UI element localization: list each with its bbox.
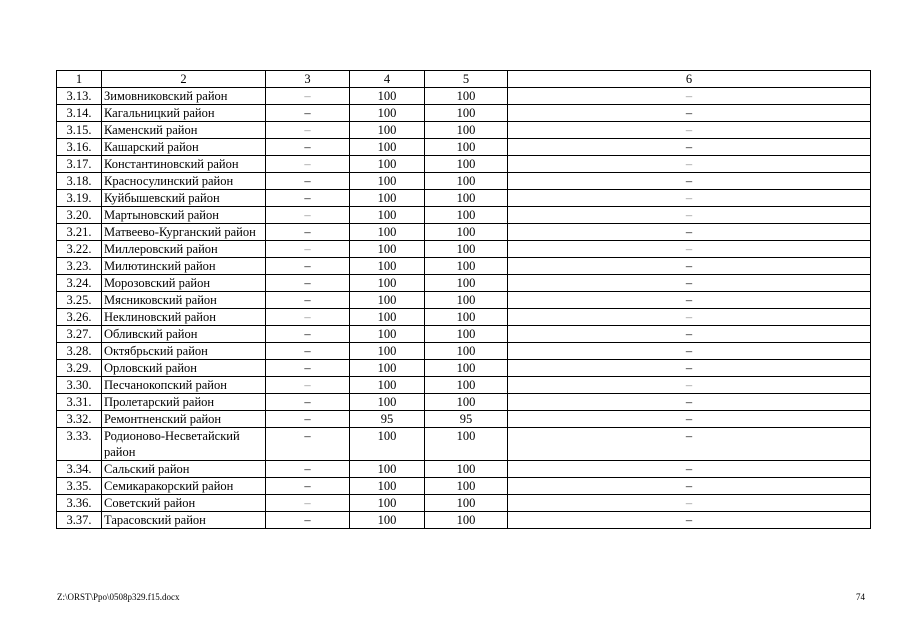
- row-number-cell: 3.30.: [57, 377, 102, 394]
- column-6-cell: –: [508, 207, 871, 224]
- column-6-cell: –: [508, 309, 871, 326]
- district-name-cell: Кашарский район: [102, 139, 266, 156]
- table-row: [57, 139, 871, 156]
- column-5-cell: 100: [425, 394, 508, 411]
- table-row: [57, 360, 871, 377]
- table-row: [57, 207, 871, 224]
- column-6-cell: –: [508, 428, 871, 461]
- column-4-cell: 100: [350, 190, 425, 207]
- column-4-cell: 100: [350, 207, 425, 224]
- column-4-cell: 100: [350, 461, 425, 478]
- column-3-cell: –: [266, 377, 350, 394]
- column-3-cell: –: [266, 461, 350, 478]
- column-3-cell: –: [266, 88, 350, 105]
- district-name-cell: Неклиновский район: [102, 309, 266, 326]
- column-3-cell: –: [266, 275, 350, 292]
- table-header-row: [57, 71, 871, 88]
- row-number-cell: 3.37.: [57, 512, 102, 529]
- table-row: [57, 461, 871, 478]
- column-6-cell: –: [508, 478, 871, 495]
- row-number-cell: 3.20.: [57, 207, 102, 224]
- column-3-cell: –: [266, 326, 350, 343]
- row-number-cell: 3.22.: [57, 241, 102, 258]
- column-5-cell: 100: [425, 309, 508, 326]
- table-row: [57, 343, 871, 360]
- district-name-cell: Песчанокопский район: [102, 377, 266, 394]
- table-row: [57, 292, 871, 309]
- column-6-cell: –: [508, 495, 871, 512]
- column-4-cell: 100: [350, 478, 425, 495]
- column-6-cell: –: [508, 173, 871, 190]
- district-name-cell: Тарасовский район: [102, 512, 266, 529]
- district-table: [56, 70, 871, 529]
- column-6-cell: –: [508, 122, 871, 139]
- column-5-cell: 100: [425, 512, 508, 529]
- column-3-cell: –: [266, 343, 350, 360]
- row-number-cell: 3.29.: [57, 360, 102, 377]
- district-name-cell: Семикаракорский район: [102, 478, 266, 495]
- column-4-cell: 100: [350, 224, 425, 241]
- table-row: [57, 224, 871, 241]
- table-row: [57, 411, 871, 428]
- row-number-cell: 3.15.: [57, 122, 102, 139]
- column-3-cell: –: [266, 495, 350, 512]
- table-row: [57, 512, 871, 529]
- table-row: [57, 190, 871, 207]
- column-3-cell: –: [266, 309, 350, 326]
- footer-file-path: Z:\ORST\Ppo\0508p329.f15.docx: [57, 592, 180, 602]
- column-6-cell: –: [508, 394, 871, 411]
- row-number-cell: 3.32.: [57, 411, 102, 428]
- row-number-cell: 3.18.: [57, 173, 102, 190]
- table-row: [57, 241, 871, 258]
- column-4-cell: 100: [350, 428, 425, 461]
- column-5-cell: 100: [425, 173, 508, 190]
- row-number-cell: 3.31.: [57, 394, 102, 411]
- table-row: [57, 173, 871, 190]
- column-5-cell: 100: [425, 224, 508, 241]
- row-number-cell: 3.23.: [57, 258, 102, 275]
- table-row: [57, 394, 871, 411]
- column-5-cell: 100: [425, 258, 508, 275]
- district-name-cell: Родионово-Несветайский район: [102, 428, 266, 461]
- column-5-cell: 100: [425, 343, 508, 360]
- column-6-cell: –: [508, 139, 871, 156]
- column-5-cell: 100: [425, 139, 508, 156]
- district-name-cell: Морозовский район: [102, 275, 266, 292]
- header-cell-2: 2: [102, 71, 266, 88]
- column-5-cell: 100: [425, 275, 508, 292]
- district-name-cell: Пролетарский район: [102, 394, 266, 411]
- column-3-cell: –: [266, 411, 350, 428]
- district-name-cell: Сальский район: [102, 461, 266, 478]
- column-6-cell: –: [508, 461, 871, 478]
- column-6-cell: –: [508, 377, 871, 394]
- column-4-cell: 100: [350, 512, 425, 529]
- column-4-cell: 100: [350, 394, 425, 411]
- column-5-cell: 100: [425, 377, 508, 394]
- district-name-cell: Обливский район: [102, 326, 266, 343]
- column-5-cell: 100: [425, 105, 508, 122]
- column-3-cell: –: [266, 156, 350, 173]
- table-row: [57, 326, 871, 343]
- column-5-cell: 100: [425, 241, 508, 258]
- table-row: [57, 478, 871, 495]
- row-number-cell: 3.16.: [57, 139, 102, 156]
- district-name-cell: Куйбышевский район: [102, 190, 266, 207]
- column-6-cell: –: [508, 512, 871, 529]
- column-3-cell: –: [266, 122, 350, 139]
- column-4-cell: 95: [350, 411, 425, 428]
- column-4-cell: 100: [350, 122, 425, 139]
- district-name-cell: Мясниковский район: [102, 292, 266, 309]
- district-name-cell: Октябрьский район: [102, 343, 266, 360]
- column-3-cell: –: [266, 428, 350, 461]
- column-3-cell: –: [266, 241, 350, 258]
- column-5-cell: 100: [425, 478, 508, 495]
- district-name-cell: Орловский район: [102, 360, 266, 377]
- column-4-cell: 100: [350, 173, 425, 190]
- table-row: [57, 428, 871, 461]
- column-4-cell: 100: [350, 326, 425, 343]
- table-row: [57, 122, 871, 139]
- column-4-cell: 100: [350, 275, 425, 292]
- column-3-cell: –: [266, 190, 350, 207]
- row-number-cell: 3.33.: [57, 428, 102, 461]
- column-4-cell: 100: [350, 292, 425, 309]
- column-6-cell: –: [508, 360, 871, 377]
- column-3-cell: –: [266, 360, 350, 377]
- column-3-cell: –: [266, 173, 350, 190]
- row-number-cell: 3.13.: [57, 88, 102, 105]
- district-name-cell: Константиновский район: [102, 156, 266, 173]
- column-3-cell: –: [266, 105, 350, 122]
- column-6-cell: –: [508, 343, 871, 360]
- row-number-cell: 3.28.: [57, 343, 102, 360]
- header-cell-5: 5: [425, 71, 508, 88]
- header-cell-4: 4: [350, 71, 425, 88]
- table-row: [57, 275, 871, 292]
- column-3-cell: –: [266, 478, 350, 495]
- column-6-cell: –: [508, 241, 871, 258]
- table-row: [57, 309, 871, 326]
- column-3-cell: –: [266, 394, 350, 411]
- district-name-cell: Красносулинский район: [102, 173, 266, 190]
- table-row: [57, 156, 871, 173]
- column-4-cell: 100: [350, 258, 425, 275]
- district-name-cell: Ремонтненский район: [102, 411, 266, 428]
- column-6-cell: –: [508, 292, 871, 309]
- header-cell-6: 6: [508, 71, 871, 88]
- column-4-cell: 100: [350, 495, 425, 512]
- row-number-cell: 3.14.: [57, 105, 102, 122]
- column-6-cell: –: [508, 258, 871, 275]
- column-3-cell: –: [266, 292, 350, 309]
- district-name-cell: Кагальницкий район: [102, 105, 266, 122]
- table-row: [57, 495, 871, 512]
- header-cell-3: 3: [266, 71, 350, 88]
- column-4-cell: 100: [350, 241, 425, 258]
- column-6-cell: –: [508, 411, 871, 428]
- column-4-cell: 100: [350, 139, 425, 156]
- column-5-cell: 100: [425, 461, 508, 478]
- district-name-cell: Милютинский район: [102, 258, 266, 275]
- column-6-cell: –: [508, 88, 871, 105]
- column-6-cell: –: [508, 326, 871, 343]
- column-6-cell: –: [508, 190, 871, 207]
- column-6-cell: –: [508, 275, 871, 292]
- row-number-cell: 3.27.: [57, 326, 102, 343]
- row-number-cell: 3.24.: [57, 275, 102, 292]
- column-3-cell: –: [266, 207, 350, 224]
- district-name-cell: Советский район: [102, 495, 266, 512]
- row-number-cell: 3.34.: [57, 461, 102, 478]
- column-5-cell: 100: [425, 326, 508, 343]
- column-5-cell: 100: [425, 495, 508, 512]
- table-row: [57, 88, 871, 105]
- row-number-cell: 3.25.: [57, 292, 102, 309]
- column-6-cell: –: [508, 156, 871, 173]
- column-5-cell: 100: [425, 156, 508, 173]
- column-3-cell: –: [266, 139, 350, 156]
- column-3-cell: –: [266, 512, 350, 529]
- table-row: [57, 377, 871, 394]
- column-5-cell: 100: [425, 428, 508, 461]
- table-row: [57, 105, 871, 122]
- row-number-cell: 3.21.: [57, 224, 102, 241]
- column-5-cell: 100: [425, 292, 508, 309]
- district-name-cell: Зимовниковский район: [102, 88, 266, 105]
- table-row: [57, 258, 871, 275]
- column-4-cell: 100: [350, 360, 425, 377]
- column-6-cell: –: [508, 105, 871, 122]
- district-name-cell: Каменский район: [102, 122, 266, 139]
- header-cell-1: 1: [57, 71, 102, 88]
- column-4-cell: 100: [350, 377, 425, 394]
- column-4-cell: 100: [350, 343, 425, 360]
- row-number-cell: 3.19.: [57, 190, 102, 207]
- district-name-cell: Матвеево-Курганский район: [102, 224, 266, 241]
- column-6-cell: –: [508, 224, 871, 241]
- row-number-cell: 3.35.: [57, 478, 102, 495]
- column-5-cell: 100: [425, 190, 508, 207]
- column-3-cell: –: [266, 224, 350, 241]
- column-3-cell: –: [266, 258, 350, 275]
- footer-page-number: 74: [856, 592, 865, 602]
- column-5-cell: 100: [425, 88, 508, 105]
- column-4-cell: 100: [350, 105, 425, 122]
- district-name-cell: Мартыновский район: [102, 207, 266, 224]
- column-4-cell: 100: [350, 88, 425, 105]
- column-5-cell: 100: [425, 122, 508, 139]
- column-5-cell: 100: [425, 207, 508, 224]
- column-4-cell: 100: [350, 309, 425, 326]
- row-number-cell: 3.17.: [57, 156, 102, 173]
- row-number-cell: 3.36.: [57, 495, 102, 512]
- column-5-cell: 100: [425, 360, 508, 377]
- district-name-cell: Миллеровский район: [102, 241, 266, 258]
- column-4-cell: 100: [350, 156, 425, 173]
- column-5-cell: 95: [425, 411, 508, 428]
- row-number-cell: 3.26.: [57, 309, 102, 326]
